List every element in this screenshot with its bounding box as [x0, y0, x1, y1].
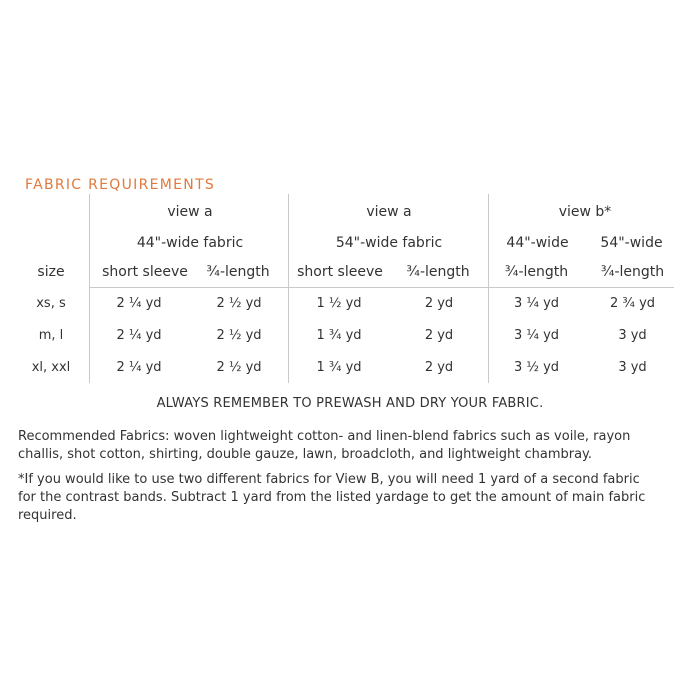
table-divider-middle: [288, 194, 289, 383]
value-cell: 1 ¾ yd: [316, 328, 362, 343]
value-cell: 3 yd: [618, 328, 647, 343]
footnote-line-2: for the contrast bands. Subtract 1 yard from the listed yardage to get the amount of main fabric: [18, 490, 646, 505]
three-quarter-header-b54: ¾-length: [600, 264, 665, 280]
view-a-header-1: view a: [167, 204, 213, 220]
fabric-width-54-a: 54"-wide fabric: [335, 235, 443, 251]
value-cell: 3 yd: [618, 360, 647, 375]
footnote-line-1: *If you would like to use two different fabrics for View B, you will need 1 yard of a second fabric: [18, 472, 640, 487]
size-cell: xl, xxl: [31, 360, 71, 375]
three-quarter-header-44: ¾-length: [206, 264, 270, 280]
value-cell: 2 ¼ yd: [116, 328, 162, 343]
recommended-fabrics-line-2: challis, shot cotton, shirting, double gauze, lawn, broadcloth, and lightweight chambray.: [18, 447, 593, 462]
value-cell: 2 yd: [424, 296, 454, 311]
recommended-fabrics-line-1: Recommended Fabrics: woven lightweight cotton- and linen-blend fabrics such as voile, rayon: [18, 429, 631, 444]
size-cell: xs, s: [36, 296, 66, 311]
three-quarter-header-b44: ¾-length: [504, 264, 569, 280]
value-cell: 2 ½ yd: [216, 328, 262, 343]
value-cell: 2 ½ yd: [216, 360, 262, 375]
value-cell: 2 ¼ yd: [116, 296, 162, 311]
view-a-header-2: view a: [366, 204, 412, 220]
value-cell: 3 ¼ yd: [513, 296, 560, 311]
value-cell: 1 ¾ yd: [316, 360, 362, 375]
value-cell: 2 ½ yd: [216, 296, 262, 311]
fabric-width-54-b: 54"-wide: [600, 235, 663, 251]
table-header-divider: [90, 287, 674, 288]
short-sleeve-header-54: short sleeve: [297, 264, 383, 280]
value-cell: 3 ½ yd: [513, 360, 560, 375]
table-divider-right: [488, 194, 489, 383]
value-cell: 2 yd: [424, 360, 454, 375]
value-cell: 1 ½ yd: [316, 296, 362, 311]
table-divider-left: [89, 194, 90, 383]
value-cell: 2 ¾ yd: [609, 296, 656, 311]
short-sleeve-header-44: short sleeve: [102, 264, 188, 280]
section-title: FABRIC REQUIREMENTS: [25, 177, 216, 193]
footnote-line-3: required.: [18, 508, 77, 523]
value-cell: 3 ¼ yd: [513, 328, 560, 343]
fabric-width-44-a: 44"-wide fabric: [136, 235, 244, 251]
value-cell: 2 yd: [424, 328, 454, 343]
value-cell: 2 ¼ yd: [116, 360, 162, 375]
three-quarter-header-54: ¾-length: [406, 264, 470, 280]
view-b-header: view b*: [558, 204, 612, 220]
size-column-header: size: [37, 264, 65, 280]
size-cell: m, l: [38, 328, 64, 343]
fabric-width-44-b: 44"-wide: [506, 235, 569, 251]
prewash-note: ALWAYS REMEMBER TO PREWASH AND DRY YOUR FABRIC.: [156, 396, 544, 411]
